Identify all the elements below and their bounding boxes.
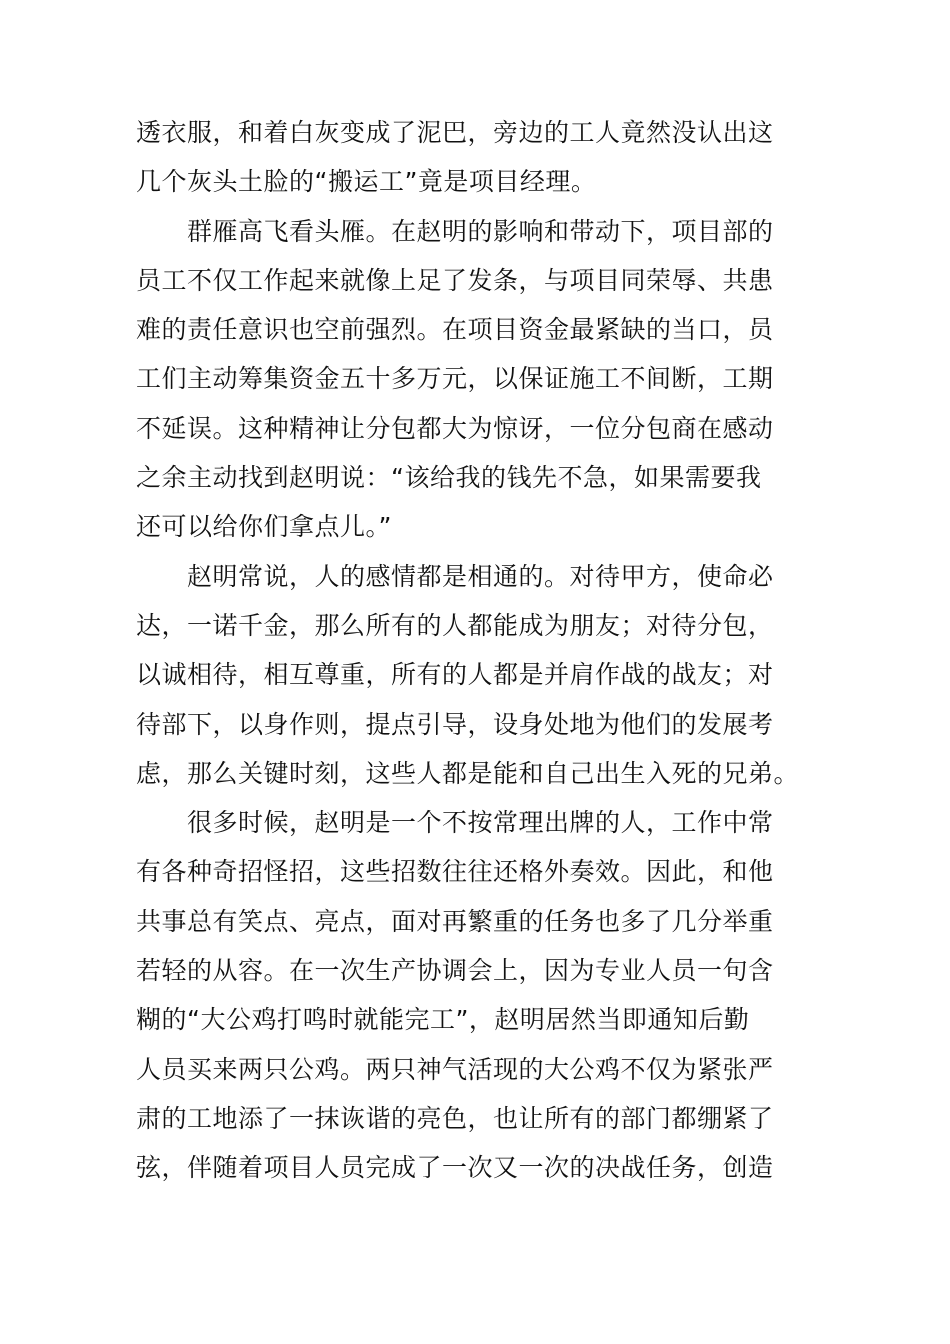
- text-line: 达，一诺千金，那么所有的人都能成为朋友；对待分包，: [136, 610, 774, 640]
- text-line: 几个灰头土脸的“搬运工”竟是项目经理。: [136, 167, 597, 197]
- text-line: 透衣服，和着白灰变成了泥巴，旁边的工人竟然没认出这: [136, 118, 774, 147]
- text-line: 之余主动找到赵明说：“该给我的钱先不急，如果需要我: [136, 463, 762, 493]
- text-line: 员工不仅工作起来就像上足了发条，与项目同荣辱、共患: [136, 265, 774, 295]
- text-line: 弦，伴随着项目人员完成了一次又一次的决战任务，创造: [136, 1153, 774, 1183]
- text-line: 糊的“大公鸡打鸣时就能完工”，赵明居然当即通知后勤: [136, 1005, 750, 1035]
- paragraph-start-line: 群雁高飞看头雁。在赵明的影响和带动下，项目部的: [187, 216, 774, 246]
- text-line: 有各种奇招怪招，这些招数往往还格外奏效。因此，和他: [136, 857, 774, 887]
- paragraph-start-line: 赵明常说，人的感情都是相通的。对待甲方，使命必: [187, 561, 774, 591]
- text-line: 若轻的从容。在一次生产协调会上，因为专业人员一句含: [136, 956, 774, 986]
- text-line: 还可以给你们拿点儿。”: [136, 512, 392, 542]
- text-line: 待部下，以身作则，提点引导，设身处地为他们的发展考: [136, 709, 774, 739]
- text-line: 不延误。这种精神让分包都大为惊讶，一位分包商在感动: [136, 413, 774, 443]
- text-line: 以诚相待，相互尊重，所有的人都是并肩作战的战友；对: [136, 660, 774, 690]
- text-line: 难的责任意识也空前强烈。在项目资金最紧缺的当口，员: [136, 315, 774, 345]
- text-line: 虑，那么关键时刻，这些人都是能和自己出生入死的兄弟。: [136, 758, 800, 788]
- paragraph-start-line: 很多时候，赵明是一个不按常理出牌的人，工作中常: [187, 808, 774, 838]
- text-line: 工们主动筹集资金五十多万元，以保证施工不间断，工期: [136, 364, 774, 394]
- text-line: 共事总有笑点、亮点，面对再繁重的任务也多了几分举重: [136, 906, 774, 936]
- text-line: 肃的工地添了一抹诙谐的亮色，也让所有的部门都绷紧了: [136, 1103, 774, 1133]
- body-text: [136, 108, 841, 1193]
- text-line: 人员买来两只公鸡。两只神气活现的大公鸡不仅为紧张严: [136, 1054, 774, 1084]
